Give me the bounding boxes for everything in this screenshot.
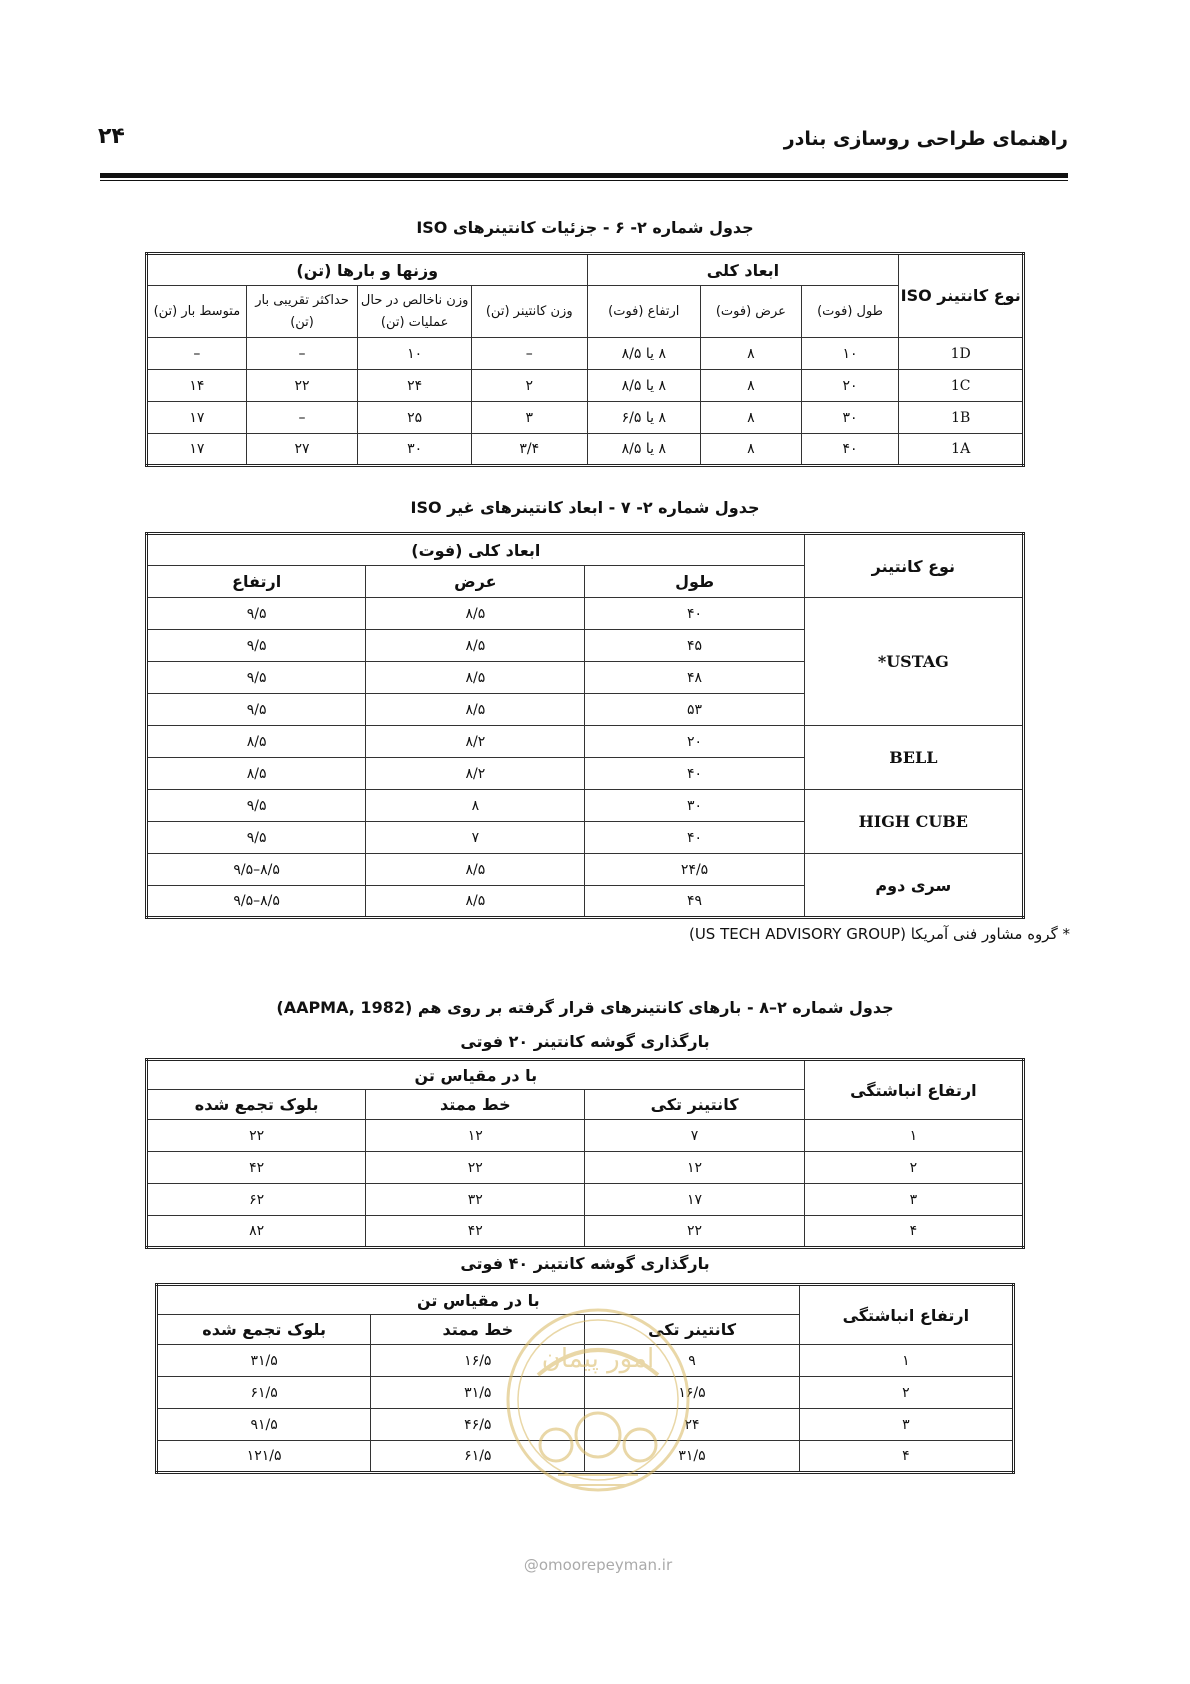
table7-sub-length: طول [585,566,804,598]
table6-sub-gross: وزن ناخالص در حال عملیات (تن) [358,286,472,338]
table-cell: ۹/۵ [147,662,366,694]
table7-caption: جدول شماره ۲- ۷ - ابعاد کانتینرهای غیر ISO [410,498,760,517]
table-cell: ۴۰ [585,758,804,790]
book-title: راهنمای طراحی روسازی بنادر [783,128,1068,150]
table8-40ft-group: با در مقیاس تن [157,1285,800,1315]
table6-sub-width: عرض (فوت) [701,286,802,338]
table-cell: ۲۰ [585,726,804,758]
table-cell: ۱ [799,1345,1013,1377]
table-cell: ۸/۵ [366,662,585,694]
table8-40ft-sub-single: کانتینر تکی [585,1315,799,1345]
table-cell: ۴ [804,1216,1023,1248]
table-row [147,338,1024,370]
table-cell: ۹/۵ [147,694,366,726]
table-cell: ۱ [804,1120,1023,1152]
watermark-logo-text: امور پیمان [541,1344,655,1374]
page-number: ۲۴ [98,124,125,149]
table-row [147,402,1024,434]
table-cell: ۲۲ [147,1120,366,1152]
table-row [147,1216,1024,1248]
table-cell: ۲ [471,370,587,402]
table-cell: ۲۴/۵ [585,854,804,886]
table8-40ft-sub-line: خط ممتد [371,1315,585,1345]
table-cell: ۹/۵ [147,598,366,630]
table-cell: ۴۸ [585,662,804,694]
table-cell: 1D [899,338,1024,370]
table6-sub-tare: وزن کانتینر (تن) [471,286,587,338]
table-cell: ۲۴ [585,1409,799,1441]
table7-col-type: نوع کانتینر [804,534,1023,598]
table-cell: ۸/۵ [147,726,366,758]
table-cell: ۹/۵ [147,790,366,822]
table8-20ft-sub-single: کانتینر تکی [585,1090,804,1120]
table6-sub-height: ارتفاع (فوت) [587,286,701,338]
table-cell: ۳۱/۵ [585,1441,799,1473]
table-cell: ۸ یا ۸/۵ [587,338,701,370]
table-cell: ۸۲ [147,1216,366,1248]
table-cell: ۸ یا ۸/۵ [587,370,701,402]
table-cell: ۴۰ [585,822,804,854]
table-cell: ۱۷ [147,402,247,434]
table-cell: 1B [899,402,1024,434]
table-cell: ۳ [471,402,587,434]
table8-caption: جدول شماره ۲–۸ - بارهای کانتینرهای قرار گرفته بر روی هم (AAPMA, 1982) [276,998,894,1017]
table8-40ft-col-height: ارتفاع انباشتگی [799,1285,1013,1345]
table-cell: ۱۲ [585,1152,804,1184]
table-cell: ۸ [701,434,802,466]
table-cell: ۲۷ [246,434,358,466]
table-cell: ۸/۵ [366,694,585,726]
table-row [147,854,1024,886]
table-cell: ۱۲ [366,1120,585,1152]
table-cell: ۲ [804,1152,1023,1184]
table-cell: ۸ یا ۶/۵ [587,402,701,434]
table-cell: ۸/۵–۹/۵ [147,854,366,886]
table-cell: – [147,338,247,370]
table-cell: ۴۰ [801,434,899,466]
table6-sub-length: طول (فوت) [801,286,899,338]
table-cell: ۶۲ [147,1184,366,1216]
table6-sub-avgload: متوسط بار (تن) [147,286,247,338]
table-cell: ۹ [585,1345,799,1377]
table-cell: ۹۱/۵ [157,1409,371,1441]
table-row [147,726,1024,758]
table-cell: ۲۴ [358,370,472,402]
table-cell: ۸/۵ [366,886,585,918]
table8-20ft [145,1058,1025,1249]
table8-20ft-sub-line: خط ممتد [366,1090,585,1120]
table-cell: ۱۶/۵ [585,1377,799,1409]
table-cell: ۱۲۱/۵ [157,1441,371,1473]
table-cell: ۴۵ [585,630,804,662]
table7-sub-width: عرض [366,566,585,598]
table-cell: ۸/۵ [147,758,366,790]
table-cell: ۸/۵ [366,854,585,886]
table8-40ft-sub-block: بلوک تجمع شده [157,1315,371,1345]
table6-group-weights: وزنها و بارها (تن) [147,254,588,286]
table-cell: 1A [899,434,1024,466]
watermark-logo-icon [498,1285,698,1515]
table-row [147,1120,1024,1152]
table6 [145,252,1025,467]
table-cell: ۳۱/۵ [371,1377,585,1409]
table-cell: ۱۰ [358,338,472,370]
table7-type-high-cube: HIGH CUBE [804,790,1023,854]
table-cell: ۲۵ [358,402,472,434]
table-cell: ۹/۵ [147,822,366,854]
table-cell: 1C [899,370,1024,402]
table-row [147,790,1024,822]
table-cell: ۵۳ [585,694,804,726]
table6-group-dims: ابعاد کلی [587,254,899,286]
table-row [147,1152,1024,1184]
table8-subtitle-40ft: بارگذاری گوشه کانتینر ۴۰ فوتی [460,1254,710,1273]
table-cell: ۳ [799,1409,1013,1441]
table-cell: ۶۱/۵ [157,1377,371,1409]
table-cell: ۹/۵ [147,630,366,662]
table6-caption: جدول شماره ۲- ۶ - جزئیات کانتینرهای ISO [416,218,754,237]
table8-20ft-col-height: ارتفاع انباشتگی [804,1060,1023,1120]
table-cell: ۳۲ [366,1184,585,1216]
table-cell: ۸/۵–۹/۵ [147,886,366,918]
table-cell: ۲۰ [801,370,899,402]
table-cell: ۱۷ [585,1184,804,1216]
table-cell: ۴۲ [147,1152,366,1184]
table8-20ft-sub-block: بلوک تجمع شده [147,1090,366,1120]
table-cell: – [246,338,358,370]
table-cell: ۳۰ [358,434,472,466]
table-cell: ۲۲ [585,1216,804,1248]
table-cell: ۳۰ [801,402,899,434]
table-cell: ۸ یا ۸/۵ [587,434,701,466]
table-cell: ۸ [701,370,802,402]
table6-sub-maxload: حداکثر تقریبی بار (تن) [246,286,358,338]
table-cell: ۳ [804,1184,1023,1216]
table-cell: ۱۰ [801,338,899,370]
header-rule-thin [100,180,1068,181]
table7-group-dims: ابعاد کلی (فوت) [147,534,805,566]
table-cell: ۸ [366,790,585,822]
table-cell: ۴ [799,1441,1013,1473]
header-rule-thick [100,173,1068,178]
table-cell: – [246,402,358,434]
table-cell: ۲۲ [246,370,358,402]
table-cell: ۲۲ [366,1152,585,1184]
table-cell: ۶۱/۵ [371,1441,585,1473]
table-cell: ۷ [366,822,585,854]
table-cell: ۳۱/۵ [157,1345,371,1377]
table-cell: ۴۶/۵ [371,1409,585,1441]
table-cell: ۴۲ [366,1216,585,1248]
table7-sub-height: ارتفاع [147,566,366,598]
table-cell: ۷ [585,1120,804,1152]
table6-col-type: نوع کانتینر ISO [899,254,1024,338]
page-header [98,124,1068,164]
table-row [147,370,1024,402]
table-row [147,598,1024,630]
table-cell: ۱۴ [147,370,247,402]
table-cell: ۲ [799,1377,1013,1409]
table-cell: ۳/۴ [471,434,587,466]
table-row [147,1184,1024,1216]
table7-type-bell: BELL [804,726,1023,790]
table-cell: ۸/۵ [366,598,585,630]
table-cell: ۸/۵ [366,630,585,662]
table-cell: ۴۰ [585,598,804,630]
table8-subtitle-20ft: بارگذاری گوشه کانتینر ۲۰ فوتی [460,1032,710,1051]
table-cell: ۸/۲ [366,726,585,758]
at-icon: @ [523,1556,539,1574]
table-cell: ۸ [701,402,802,434]
table-cell: ۳۰ [585,790,804,822]
table-cell: ۸ [701,338,802,370]
table7-type-series-two: سری دوم [804,854,1023,918]
table-cell: ۸/۲ [366,758,585,790]
table-row [147,434,1024,466]
table7-type-ustag: USTAG* [804,598,1023,726]
table7 [145,532,1025,919]
table8-20ft-group: با در مقیاس تن [147,1060,805,1090]
table-cell: ۱۶/۵ [371,1345,585,1377]
table-cell: – [471,338,587,370]
table-cell: ۴۹ [585,886,804,918]
watermark-site: @omoorepeyman.ir [523,1556,673,1574]
table7-footnote: * گروه مشاور فنی آمریکا (US TECH ADVISORY GROUP) [688,925,1070,943]
table-cell: ۱۷ [147,434,247,466]
